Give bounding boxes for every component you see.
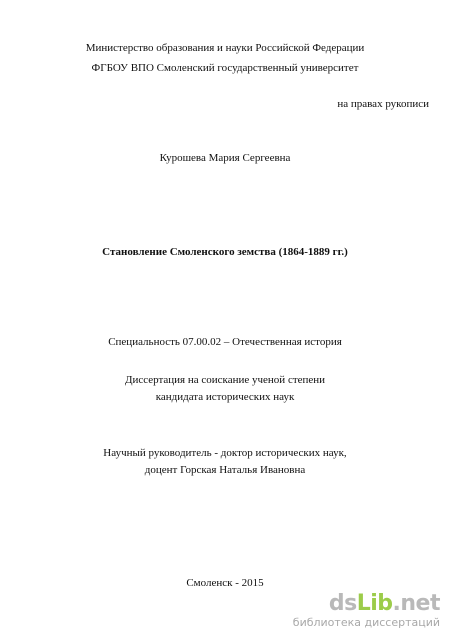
ministry-line: Министерство образования и науки Российской Федерации [85, 42, 365, 54]
watermark-subtitle: библиотека диссертаций [292, 616, 440, 629]
specialty-line: Специальность 07.00.02 – Отечественная история [108, 336, 342, 348]
watermark-logo-part-2: Lib [356, 591, 393, 616]
watermark [293, 593, 440, 629]
degree-line-2: кандидата исторических наук [155, 391, 295, 403]
supervisor-line-1: Научный руководитель - доктор исторических наук, [103, 447, 347, 459]
place-year: Смоленск - 2015 [186, 577, 264, 589]
degree-line-1: Диссертация на соискание ученой степени [124, 374, 326, 386]
watermark-logo-part-3: .net [392, 591, 440, 616]
manuscript-note: на правах рукописи [337, 98, 429, 110]
dissertation-title: Становление Смоленского земства (1864-1889 гг.) [102, 246, 348, 258]
watermark-logo-part-1: ds [328, 591, 357, 616]
watermark-logo [293, 593, 440, 615]
supervisor-line-2: доцент Горская Наталья Ивановна [144, 464, 306, 476]
author-name: Курошева Мария Сергеевна [159, 152, 291, 164]
university-line: ФГБОУ ВПО Смоленский государственный университет [91, 62, 359, 74]
